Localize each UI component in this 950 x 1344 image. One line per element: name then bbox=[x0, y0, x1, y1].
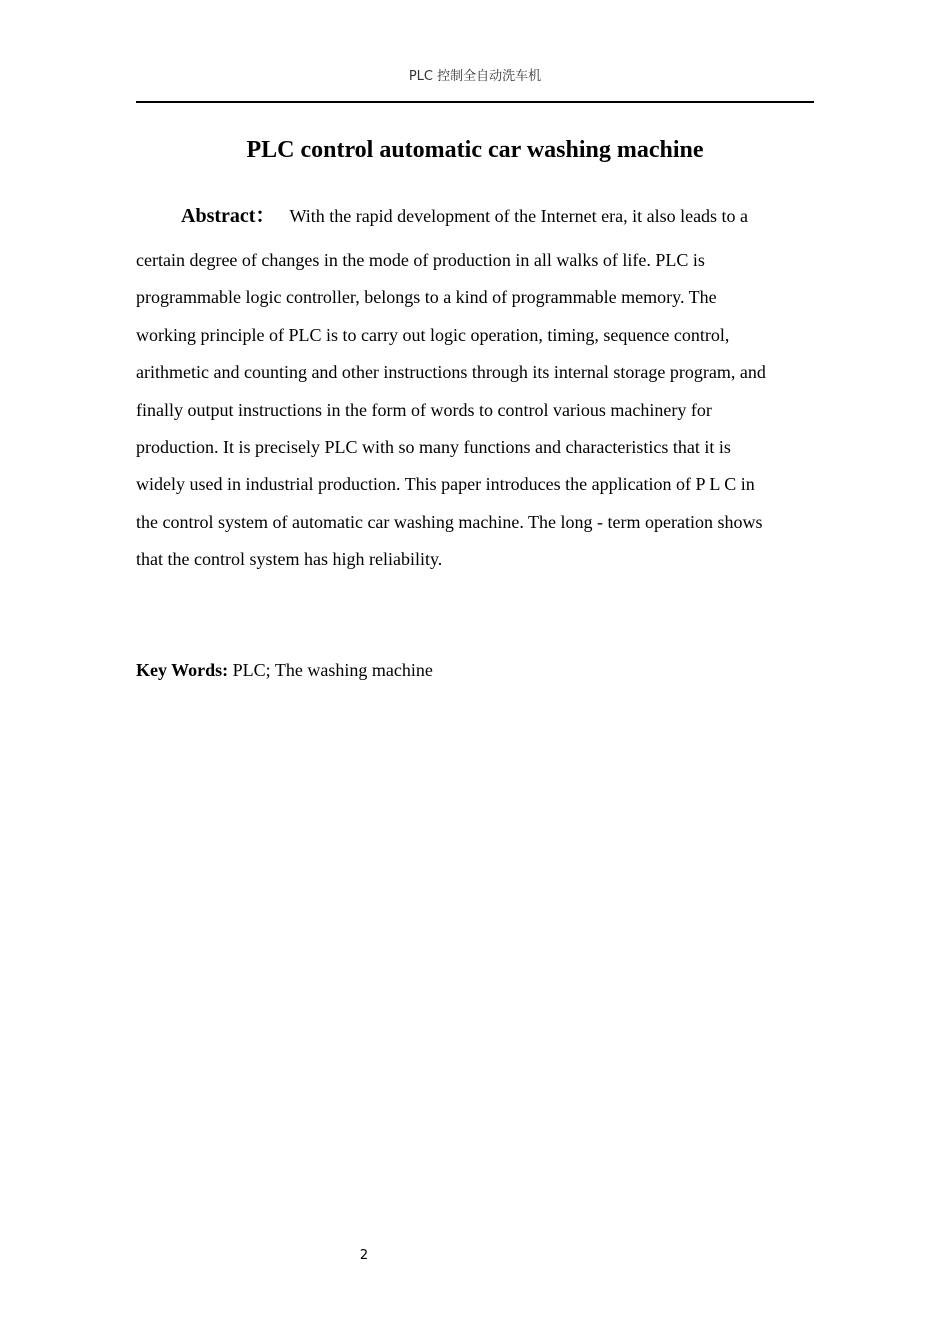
document-title: PLC control automatic car washing machine bbox=[246, 137, 704, 163]
abstract-line: programmable logic controller, belongs to a kind of programmable memory. The bbox=[136, 287, 717, 308]
abstract-line: arithmetic and counting and other instructions through its internal storage program, and bbox=[136, 362, 766, 383]
abstract-line: working principle of PLC is to carry out logic operation, timing, sequence control, bbox=[136, 324, 730, 345]
abstract-line: certain degree of changes in the mode of production in all walks of life. PLC is bbox=[136, 250, 705, 270]
abstract-section bbox=[136, 195, 816, 579]
abstract-line: production. It is precisely PLC with so many functions and characteristics that it is bbox=[136, 436, 731, 457]
keywords-label: Key Words: bbox=[136, 660, 229, 680]
page-number: 2 bbox=[359, 1248, 369, 1263]
abstract-line: finally output instructions in the form of words to control various machinery for bbox=[136, 399, 712, 420]
abstract-line: With the rapid development of the Internet era, it also leads to a bbox=[289, 206, 749, 226]
running-header: PLC 控制全自动洗车机 bbox=[408, 69, 542, 84]
header-divider bbox=[136, 101, 814, 103]
keywords-line bbox=[136, 656, 433, 684]
abstract-line: widely used in industrial production. This paper introduces the application of P L C in bbox=[136, 474, 755, 495]
abstract-line: the control system of automatic car washing machine. The long - term operation shows bbox=[136, 511, 763, 532]
abstract-line: that the control system has high reliability. bbox=[136, 549, 443, 570]
abstract-label: Abstract： bbox=[181, 205, 276, 227]
abstract-first-line bbox=[136, 195, 816, 242]
keywords-value: PLC; The washing machine bbox=[232, 660, 433, 680]
